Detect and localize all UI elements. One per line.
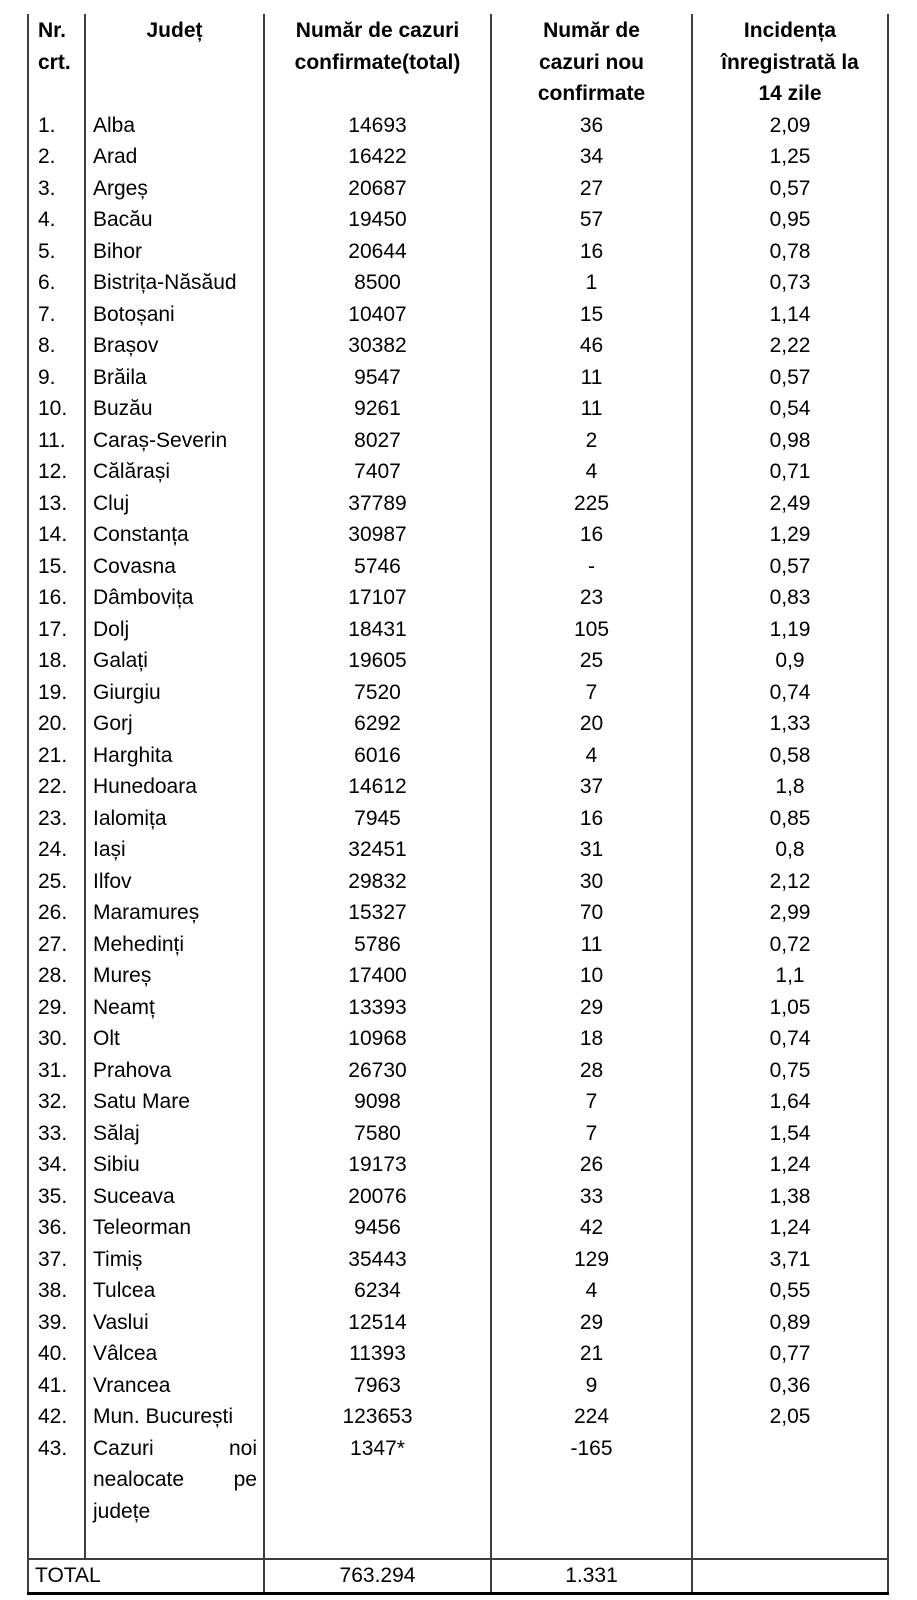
row-number: 15. bbox=[28, 551, 85, 583]
county-name: Buzău bbox=[85, 393, 264, 425]
row-number: 34. bbox=[28, 1149, 85, 1181]
county-name: Covasna bbox=[85, 551, 264, 583]
row-number: 8. bbox=[28, 330, 85, 362]
row-number: 7. bbox=[28, 299, 85, 331]
confirmed-total-cell: 17107 bbox=[264, 582, 491, 614]
county-name: Suceava bbox=[85, 1181, 264, 1213]
table-row bbox=[28, 110, 888, 142]
header-line: Nr. bbox=[38, 19, 67, 42]
county-name: Mun. București bbox=[85, 1401, 264, 1433]
confirmed-total-cell: 17400 bbox=[264, 960, 491, 992]
incidence-cell: 1,14 bbox=[692, 299, 888, 331]
county-name: Sălaj bbox=[85, 1118, 264, 1150]
row-number: 9. bbox=[28, 362, 85, 394]
new-cases-cell: 42 bbox=[491, 1212, 692, 1244]
county-name: Teleorman bbox=[85, 1212, 264, 1244]
confirmed-total-cell: 13393 bbox=[264, 992, 491, 1024]
new-cases-cell: 10 bbox=[491, 960, 692, 992]
row-number: 24. bbox=[28, 834, 85, 866]
incidence-cell: 2,99 bbox=[692, 897, 888, 929]
confirmed-total-cell: 19605 bbox=[264, 645, 491, 677]
new-cases-cell: 70 bbox=[491, 897, 692, 929]
row-number: 11. bbox=[28, 425, 85, 457]
row-number: 5. bbox=[28, 236, 85, 268]
incidence-cell: 0,8 bbox=[692, 834, 888, 866]
new-cases-cell: 16 bbox=[491, 519, 692, 551]
confirmed-total-cell: 19450 bbox=[264, 204, 491, 236]
confirmed-total-cell: 19173 bbox=[264, 1149, 491, 1181]
row-number: 43. bbox=[28, 1433, 85, 1560]
incidence-cell: 0,77 bbox=[692, 1338, 888, 1370]
new-cases-cell: 26 bbox=[491, 1149, 692, 1181]
incidence-cell: 0,74 bbox=[692, 677, 888, 709]
county-name: Botoșani bbox=[85, 299, 264, 331]
total-incidence bbox=[692, 1559, 888, 1593]
county-name: Bacău bbox=[85, 204, 264, 236]
confirmed-total-cell: 15327 bbox=[264, 897, 491, 929]
county-name: Prahova bbox=[85, 1055, 264, 1087]
row-number: 28. bbox=[28, 960, 85, 992]
table-row bbox=[28, 362, 888, 394]
incidence-cell: 0,73 bbox=[692, 267, 888, 299]
county-name: Caraș-Severin bbox=[85, 425, 264, 457]
incidence-cell: 2,12 bbox=[692, 866, 888, 898]
new-cases-cell: 37 bbox=[491, 771, 692, 803]
header-line: înregistrată la bbox=[721, 50, 859, 74]
row-number: 38. bbox=[28, 1275, 85, 1307]
new-cases-cell: 11 bbox=[491, 393, 692, 425]
new-cases-cell: 29 bbox=[491, 1307, 692, 1339]
incidence-cell: 1,19 bbox=[692, 614, 888, 646]
confirmed-total-cell: 20644 bbox=[264, 236, 491, 268]
table-row bbox=[28, 929, 888, 961]
covid-cases-by-county-table bbox=[27, 14, 889, 1595]
header-line: crt. bbox=[38, 50, 71, 74]
county-name: Vâlcea bbox=[85, 1338, 264, 1370]
incidence-cell: 0,58 bbox=[692, 740, 888, 772]
table-row bbox=[28, 141, 888, 173]
incidence-cell: 0,83 bbox=[692, 582, 888, 614]
county-name: Brăila bbox=[85, 362, 264, 394]
new-cases-cell: 7 bbox=[491, 1086, 692, 1118]
county-name: Călărași bbox=[85, 456, 264, 488]
confirmed-total-cell: 7520 bbox=[264, 677, 491, 709]
confirmed-total-cell: 20687 bbox=[264, 173, 491, 205]
incidence-cell: 3,71 bbox=[692, 1244, 888, 1276]
new-cases-cell: 11 bbox=[491, 929, 692, 961]
confirmed-total-cell: 30987 bbox=[264, 519, 491, 551]
table-body bbox=[28, 110, 888, 1560]
total-confirmed-cases: 763.294 bbox=[264, 1559, 491, 1593]
row-number: 27. bbox=[28, 929, 85, 961]
table-row bbox=[28, 992, 888, 1024]
incidence-cell: 0,55 bbox=[692, 1275, 888, 1307]
new-cases-cell: 20 bbox=[491, 708, 692, 740]
confirmed-total-cell: 9456 bbox=[264, 1212, 491, 1244]
table-row bbox=[28, 236, 888, 268]
incidence-cell: 1,25 bbox=[692, 141, 888, 173]
row-number: 31. bbox=[28, 1055, 85, 1087]
table-row bbox=[28, 645, 888, 677]
new-cases-cell: 46 bbox=[491, 330, 692, 362]
row-number: 40. bbox=[28, 1338, 85, 1370]
incidence-cell: 1,05 bbox=[692, 992, 888, 1024]
confirmed-total-cell: 9547 bbox=[264, 362, 491, 394]
confirmed-total-cell: 7945 bbox=[264, 803, 491, 835]
county-name: Bistrița-Năsăud bbox=[85, 267, 264, 299]
new-cases-cell: 31 bbox=[491, 834, 692, 866]
confirmed-total-cell: 20076 bbox=[264, 1181, 491, 1213]
table-row bbox=[28, 1023, 888, 1055]
table-row bbox=[28, 1212, 888, 1244]
county-name: Timiș bbox=[85, 1244, 264, 1276]
table-row bbox=[28, 582, 888, 614]
row-number: 16. bbox=[28, 582, 85, 614]
header-line: Județ bbox=[146, 19, 203, 42]
row-number: 22. bbox=[28, 771, 85, 803]
row-number: 41. bbox=[28, 1370, 85, 1402]
row-number: 10. bbox=[28, 393, 85, 425]
incidence-cell: 2,05 bbox=[692, 1401, 888, 1433]
row-number: 29. bbox=[28, 992, 85, 1024]
new-cases-cell: 21 bbox=[491, 1338, 692, 1370]
row-number: 12. bbox=[28, 456, 85, 488]
incidence-cell: 1,24 bbox=[692, 1149, 888, 1181]
incidence-cell: 0,57 bbox=[692, 551, 888, 583]
incidence-cell: 1,29 bbox=[692, 519, 888, 551]
county-name: Dolj bbox=[85, 614, 264, 646]
confirmed-total-cell: 1347* bbox=[264, 1433, 491, 1560]
table-row bbox=[28, 173, 888, 205]
county-name: Constanța bbox=[85, 519, 264, 551]
table-row bbox=[28, 897, 888, 929]
county-name: Vrancea bbox=[85, 1370, 264, 1402]
table-row bbox=[28, 1401, 888, 1433]
incidence-cell: 0,72 bbox=[692, 929, 888, 961]
table-header bbox=[28, 14, 888, 110]
county-name: Alba bbox=[85, 110, 264, 142]
new-cases-cell: 33 bbox=[491, 1181, 692, 1213]
table-row bbox=[28, 614, 888, 646]
row-number: 2. bbox=[28, 141, 85, 173]
table-row bbox=[28, 866, 888, 898]
confirmed-total-cell: 11393 bbox=[264, 1338, 491, 1370]
county-name: Gorj bbox=[85, 708, 264, 740]
new-cases-cell: 225 bbox=[491, 488, 692, 520]
table-row bbox=[28, 1118, 888, 1150]
header-line: cazuri nou bbox=[538, 50, 644, 74]
row-number: 6. bbox=[28, 267, 85, 299]
county-name: Olt bbox=[85, 1023, 264, 1055]
table-footer bbox=[28, 1559, 888, 1593]
row-number: 3. bbox=[28, 173, 85, 205]
new-cases-cell: 28 bbox=[491, 1055, 692, 1087]
county-name: Bihor bbox=[85, 236, 264, 268]
row-number: 17. bbox=[28, 614, 85, 646]
confirmed-total-cell: 7580 bbox=[264, 1118, 491, 1150]
incidence-cell: 0,89 bbox=[692, 1307, 888, 1339]
confirmed-total-cell: 6292 bbox=[264, 708, 491, 740]
new-cases-cell: -165 bbox=[491, 1433, 692, 1560]
header-line: confirmate(total) bbox=[294, 50, 461, 74]
county-name: Mehedinți bbox=[85, 929, 264, 961]
table-row bbox=[28, 1055, 888, 1087]
county-name: Cazuri noi nealocate pe județe bbox=[85, 1433, 264, 1560]
county-name: Hunedoara bbox=[85, 771, 264, 803]
table-row bbox=[28, 393, 888, 425]
county-name: Giurgiu bbox=[85, 677, 264, 709]
county-name: Vaslui bbox=[85, 1307, 264, 1339]
county-name: Ilfov bbox=[85, 866, 264, 898]
incidence-cell: 1,64 bbox=[692, 1086, 888, 1118]
new-cases-cell: 23 bbox=[491, 582, 692, 614]
table-row bbox=[28, 330, 888, 362]
confirmed-total-cell: 14693 bbox=[264, 110, 491, 142]
county-name: Neamț bbox=[85, 992, 264, 1024]
column-header-incidenta-14-zile bbox=[692, 14, 888, 110]
table-row bbox=[28, 803, 888, 835]
incidence-cell: 0,85 bbox=[692, 803, 888, 835]
new-cases-cell: 36 bbox=[491, 110, 692, 142]
table-row bbox=[28, 834, 888, 866]
row-number: 36. bbox=[28, 1212, 85, 1244]
incidence-cell: 0,71 bbox=[692, 456, 888, 488]
new-cases-cell: 7 bbox=[491, 677, 692, 709]
county-name: Brașov bbox=[85, 330, 264, 362]
county-name: Satu Mare bbox=[85, 1086, 264, 1118]
confirmed-total-cell: 123653 bbox=[264, 1401, 491, 1433]
confirmed-total-cell: 26730 bbox=[264, 1055, 491, 1087]
confirmed-total-cell: 12514 bbox=[264, 1307, 491, 1339]
county-name: Galați bbox=[85, 645, 264, 677]
table-row bbox=[28, 1307, 888, 1339]
new-cases-cell: 16 bbox=[491, 803, 692, 835]
row-number: 19. bbox=[28, 677, 85, 709]
table-row bbox=[28, 425, 888, 457]
header-line: confirmate bbox=[537, 82, 646, 105]
confirmed-total-cell: 10968 bbox=[264, 1023, 491, 1055]
new-cases-cell: 9 bbox=[491, 1370, 692, 1402]
county-name: Ialomița bbox=[85, 803, 264, 835]
table-row bbox=[28, 708, 888, 740]
row-number: 37. bbox=[28, 1244, 85, 1276]
new-cases-cell: 16 bbox=[491, 236, 692, 268]
incidence-cell: 2,22 bbox=[692, 330, 888, 362]
confirmed-total-cell: 5786 bbox=[264, 929, 491, 961]
confirmed-total-cell: 6016 bbox=[264, 740, 491, 772]
incidence-cell: 0,78 bbox=[692, 236, 888, 268]
incidence-cell: 0,36 bbox=[692, 1370, 888, 1402]
county-name: Dâmbovița bbox=[85, 582, 264, 614]
row-number: 39. bbox=[28, 1307, 85, 1339]
confirmed-total-cell: 18431 bbox=[264, 614, 491, 646]
confirmed-total-cell: 10407 bbox=[264, 299, 491, 331]
row-number: 1. bbox=[28, 110, 85, 142]
incidence-cell bbox=[692, 1433, 888, 1560]
row-number: 42. bbox=[28, 1401, 85, 1433]
table-row bbox=[28, 456, 888, 488]
county-name: Sibiu bbox=[85, 1149, 264, 1181]
row-number: 30. bbox=[28, 1023, 85, 1055]
table-row bbox=[28, 1433, 888, 1560]
total-label: TOTAL bbox=[28, 1559, 264, 1593]
confirmed-total-cell: 7963 bbox=[264, 1370, 491, 1402]
row-number: 23. bbox=[28, 803, 85, 835]
new-cases-cell: 4 bbox=[491, 740, 692, 772]
row-number: 20. bbox=[28, 708, 85, 740]
confirmed-total-cell: 8027 bbox=[264, 425, 491, 457]
confirmed-total-cell: 14612 bbox=[264, 771, 491, 803]
column-header-cazuri-confirmate-total bbox=[264, 14, 491, 110]
county-name: Tulcea bbox=[85, 1275, 264, 1307]
new-cases-cell: 1 bbox=[491, 267, 692, 299]
row-number: 18. bbox=[28, 645, 85, 677]
table-row bbox=[28, 519, 888, 551]
incidence-cell: 1,8 bbox=[692, 771, 888, 803]
incidence-cell: 1,38 bbox=[692, 1181, 888, 1213]
incidence-cell: 1,33 bbox=[692, 708, 888, 740]
table-row bbox=[28, 1181, 888, 1213]
table-row bbox=[28, 267, 888, 299]
new-cases-cell: 11 bbox=[491, 362, 692, 394]
confirmed-total-cell: 9098 bbox=[264, 1086, 491, 1118]
table-row bbox=[28, 299, 888, 331]
new-cases-cell: 57 bbox=[491, 204, 692, 236]
header-line: 14 zile bbox=[758, 82, 822, 105]
new-cases-cell: 105 bbox=[491, 614, 692, 646]
incidence-cell: 0,74 bbox=[692, 1023, 888, 1055]
confirmed-total-cell: 29832 bbox=[264, 866, 491, 898]
new-cases-cell: 25 bbox=[491, 645, 692, 677]
new-cases-cell: 129 bbox=[491, 1244, 692, 1276]
new-cases-cell: 18 bbox=[491, 1023, 692, 1055]
column-header-judet bbox=[85, 14, 264, 110]
new-cases-cell: 2 bbox=[491, 425, 692, 457]
incidence-cell: 0,54 bbox=[692, 393, 888, 425]
county-name: Argeș bbox=[85, 173, 264, 205]
table-row bbox=[28, 551, 888, 583]
table-row bbox=[28, 960, 888, 992]
new-cases-cell: 30 bbox=[491, 866, 692, 898]
header-line: Număr de bbox=[543, 19, 640, 42]
total-row bbox=[28, 1559, 888, 1593]
incidence-cell: 1,24 bbox=[692, 1212, 888, 1244]
table-row bbox=[28, 1275, 888, 1307]
incidence-cell: 0,98 bbox=[692, 425, 888, 457]
county-name: Arad bbox=[85, 141, 264, 173]
county-name: Mureș bbox=[85, 960, 264, 992]
confirmed-total-cell: 35443 bbox=[264, 1244, 491, 1276]
confirmed-total-cell: 9261 bbox=[264, 393, 491, 425]
row-number: 35. bbox=[28, 1181, 85, 1213]
confirmed-total-cell: 37789 bbox=[264, 488, 491, 520]
incidence-cell: 0,75 bbox=[692, 1055, 888, 1087]
county-name: Maramureș bbox=[85, 897, 264, 929]
new-cases-cell: 4 bbox=[491, 1275, 692, 1307]
header-row bbox=[28, 14, 888, 110]
confirmed-total-cell: 32451 bbox=[264, 834, 491, 866]
new-cases-cell: 7 bbox=[491, 1118, 692, 1150]
total-new-cases: 1.331 bbox=[491, 1559, 692, 1593]
table-row bbox=[28, 204, 888, 236]
table-row bbox=[28, 771, 888, 803]
incidence-cell: 2,09 bbox=[692, 110, 888, 142]
confirmed-total-cell: 30382 bbox=[264, 330, 491, 362]
row-number: 26. bbox=[28, 897, 85, 929]
new-cases-cell: 27 bbox=[491, 173, 692, 205]
confirmed-total-cell: 8500 bbox=[264, 267, 491, 299]
new-cases-cell: 4 bbox=[491, 456, 692, 488]
table-row bbox=[28, 740, 888, 772]
new-cases-cell: 15 bbox=[491, 299, 692, 331]
row-number: 33. bbox=[28, 1118, 85, 1150]
table-row bbox=[28, 1370, 888, 1402]
county-name: Iași bbox=[85, 834, 264, 866]
row-number: 32. bbox=[28, 1086, 85, 1118]
row-number: 21. bbox=[28, 740, 85, 772]
new-cases-cell: 34 bbox=[491, 141, 692, 173]
table-row bbox=[28, 1086, 888, 1118]
new-cases-cell: 29 bbox=[491, 992, 692, 1024]
header-line: Incidența bbox=[743, 19, 837, 42]
confirmed-total-cell: 6234 bbox=[264, 1275, 491, 1307]
new-cases-cell: - bbox=[491, 551, 692, 583]
table-row bbox=[28, 1338, 888, 1370]
row-number: 13. bbox=[28, 488, 85, 520]
county-name: Harghita bbox=[85, 740, 264, 772]
table-row bbox=[28, 488, 888, 520]
incidence-cell: 2,49 bbox=[692, 488, 888, 520]
incidence-cell: 1,54 bbox=[692, 1118, 888, 1150]
county-name: Cluj bbox=[85, 488, 264, 520]
incidence-cell: 0,95 bbox=[692, 204, 888, 236]
row-number: 25. bbox=[28, 866, 85, 898]
incidence-cell: 1,1 bbox=[692, 960, 888, 992]
header-line: Număr de cazuri bbox=[295, 19, 460, 42]
incidence-cell: 0,57 bbox=[692, 362, 888, 394]
row-number: 14. bbox=[28, 519, 85, 551]
confirmed-total-cell: 16422 bbox=[264, 141, 491, 173]
confirmed-total-cell: 7407 bbox=[264, 456, 491, 488]
column-header-nr-crt bbox=[28, 14, 85, 110]
new-cases-cell: 224 bbox=[491, 1401, 692, 1433]
row-number: 4. bbox=[28, 204, 85, 236]
column-header-cazuri-nou-confirmate bbox=[491, 14, 692, 110]
incidence-cell: 0,57 bbox=[692, 173, 888, 205]
table-row bbox=[28, 677, 888, 709]
table-row bbox=[28, 1149, 888, 1181]
table-row bbox=[28, 1244, 888, 1276]
document-page bbox=[0, 14, 917, 1600]
incidence-cell: 0,9 bbox=[692, 645, 888, 677]
confirmed-total-cell: 5746 bbox=[264, 551, 491, 583]
